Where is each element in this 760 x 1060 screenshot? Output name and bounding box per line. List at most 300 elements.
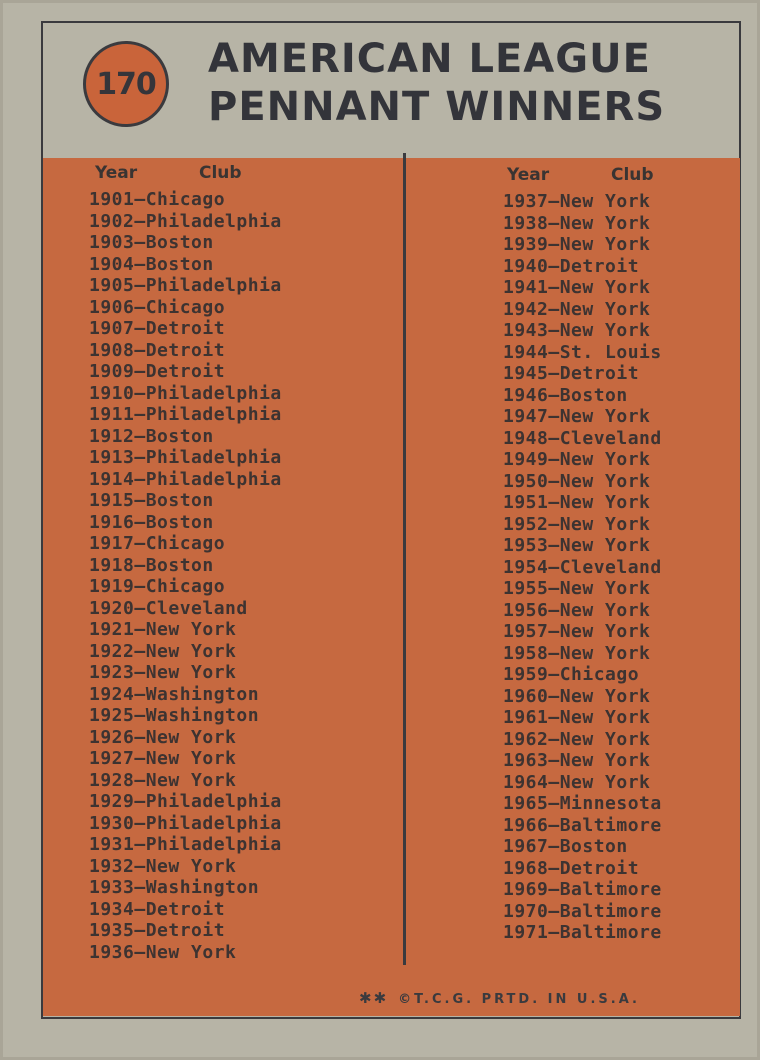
pennant-year: 1924	[89, 683, 135, 705]
dash-separator: —	[548, 427, 560, 449]
pennant-club: Washington	[145, 683, 260, 705]
list-item	[503, 879, 662, 901]
dash-separator: —	[134, 576, 146, 597]
dash-separator: —	[548, 621, 560, 642]
list-item	[89, 189, 282, 211]
pennant-club: New York	[559, 685, 651, 707]
dash-separator: —	[134, 597, 146, 619]
dash-separator: —	[548, 814, 560, 836]
list-item	[89, 297, 282, 319]
pennant-club: Boston	[559, 836, 628, 857]
column-header-right	[503, 165, 662, 191]
list-item	[503, 492, 662, 514]
dash-separator: —	[134, 726, 146, 748]
pennant-club: New York	[559, 513, 651, 535]
list-item	[503, 578, 662, 600]
pennant-club: New York	[559, 298, 651, 320]
dash-separator: —	[548, 535, 560, 556]
list-item	[503, 256, 662, 278]
dash-separator: —	[548, 513, 560, 535]
pennant-club: New York	[145, 619, 237, 640]
list-item	[503, 535, 662, 557]
list-item	[89, 404, 282, 426]
pennant-year: 1902	[89, 210, 135, 232]
pennant-year: 1935	[89, 920, 135, 941]
list-item	[503, 406, 662, 428]
pennant-club: Cleveland	[559, 556, 662, 578]
pennant-year: 1933	[89, 877, 135, 898]
list-item	[503, 471, 662, 493]
pennant-year: 1915	[89, 490, 135, 511]
list-item	[503, 600, 662, 622]
dash-separator: —	[548, 922, 560, 943]
list-item	[89, 447, 282, 469]
list-item	[503, 385, 662, 407]
dash-separator: —	[134, 404, 146, 425]
dash-separator: —	[548, 277, 560, 298]
list-item	[503, 793, 662, 815]
list-item	[89, 899, 282, 921]
list-item	[89, 383, 282, 405]
dash-separator: —	[134, 232, 146, 253]
pennant-year: 1908	[89, 339, 135, 361]
pennant-year: 1970	[503, 900, 549, 922]
pennant-club: New York	[559, 449, 651, 470]
list-item	[503, 858, 662, 880]
pennant-year: 1961	[503, 707, 549, 728]
dash-separator: —	[548, 470, 560, 492]
pennant-club: Baltimore	[559, 922, 662, 943]
list-item	[89, 834, 282, 856]
dash-separator: —	[134, 468, 146, 490]
pennant-year: 1964	[503, 771, 549, 793]
pennant-club: New York	[559, 535, 651, 556]
dash-separator: —	[134, 275, 146, 296]
dash-separator: —	[134, 296, 146, 318]
pennant-club: Philadelphia	[145, 275, 282, 296]
pennant-club: New York	[559, 621, 651, 642]
pennant-club: New York	[145, 662, 237, 683]
dash-separator: —	[134, 554, 146, 576]
pennant-club: Baltimore	[559, 814, 662, 836]
pennant-club: New York	[559, 212, 651, 234]
header-club: Club	[611, 165, 654, 185]
dash-separator: —	[134, 210, 146, 232]
list-item	[503, 557, 662, 579]
list-item	[503, 363, 662, 385]
pennant-club: Cleveland	[145, 597, 248, 619]
list-item	[503, 320, 662, 342]
pennant-year: 1909	[89, 361, 135, 382]
dash-separator: —	[134, 361, 146, 382]
pennant-year: 1913	[89, 447, 135, 468]
dash-separator: —	[134, 533, 146, 554]
list-item	[89, 232, 282, 254]
copyright-text: ©T.C.G. PRTD. IN U.S.A.	[398, 992, 640, 1007]
list-item	[89, 576, 282, 598]
pennant-year: 1931	[89, 834, 135, 855]
list-item	[89, 533, 282, 555]
dash-separator: —	[548, 857, 560, 879]
pennant-year: 1952	[503, 513, 549, 535]
pennant-year: 1904	[89, 253, 135, 275]
list-item	[503, 643, 662, 665]
list-item	[503, 213, 662, 235]
list-item	[89, 684, 282, 706]
list-item	[89, 490, 282, 512]
dash-separator: —	[134, 855, 146, 877]
dash-separator: —	[134, 769, 146, 791]
pennant-year: 1956	[503, 599, 549, 621]
pennant-club: St. Louis	[559, 341, 662, 363]
dash-separator: —	[548, 836, 560, 857]
list-item	[503, 299, 662, 321]
dash-separator: —	[134, 877, 146, 898]
pennant-year: 1918	[89, 554, 135, 576]
pennant-club: New York	[559, 578, 651, 599]
title-line-2: PENNANT WINNERS	[208, 84, 666, 130]
winners-list-right	[503, 191, 662, 944]
pennant-year: 1955	[503, 578, 549, 599]
dash-separator: —	[134, 640, 146, 662]
pennant-year: 1906	[89, 296, 135, 318]
list-item	[503, 836, 662, 858]
dash-separator: —	[134, 812, 146, 834]
list-item	[89, 275, 282, 297]
list-item	[503, 707, 662, 729]
dash-separator: —	[548, 793, 560, 814]
pennant-club: Detroit	[145, 898, 226, 920]
pennant-club: Philadelphia	[145, 834, 282, 855]
pennant-year: 1940	[503, 255, 549, 277]
list-item	[503, 686, 662, 708]
pennant-club: New York	[559, 470, 651, 492]
list-item	[89, 791, 282, 813]
pennant-year: 1957	[503, 621, 549, 642]
pennant-club: Boston	[145, 554, 214, 576]
pennant-year: 1968	[503, 857, 549, 879]
dash-separator: —	[134, 253, 146, 275]
pennant-year: 1958	[503, 642, 549, 664]
dash-separator: —	[548, 255, 560, 277]
pennant-club: Philadelphia	[145, 791, 282, 812]
pennant-year: 1919	[89, 576, 135, 597]
list-item	[89, 555, 282, 577]
dash-separator: —	[548, 298, 560, 320]
pennant-year: 1966	[503, 814, 549, 836]
pennant-club: Philadelphia	[145, 447, 282, 468]
dash-separator: —	[134, 941, 146, 963]
pennant-club: Boston	[145, 425, 214, 447]
pennant-club: New York	[559, 320, 651, 341]
dash-separator: —	[548, 384, 560, 406]
list-item	[89, 920, 282, 942]
pennant-club: New York	[145, 726, 237, 748]
pennant-year: 1938	[503, 212, 549, 234]
dash-separator: —	[134, 511, 146, 533]
dash-separator: —	[548, 750, 560, 771]
list-item	[503, 815, 662, 837]
pennant-club: Detroit	[145, 361, 226, 382]
list-item	[89, 469, 282, 491]
dash-separator: —	[548, 879, 560, 900]
pennant-year: 1934	[89, 898, 135, 920]
card-title	[208, 35, 665, 131]
header-year: Year	[507, 165, 550, 185]
pennant-club: Baltimore	[559, 879, 662, 900]
pennant-year: 1932	[89, 855, 135, 877]
dash-separator: —	[134, 662, 146, 683]
pennant-year: 1946	[503, 384, 549, 406]
winners-column-right	[503, 165, 662, 944]
pennant-club: Detroit	[145, 318, 226, 339]
column-header-left	[89, 163, 282, 189]
dash-separator: —	[134, 447, 146, 468]
dash-separator: —	[548, 707, 560, 728]
pennant-year: 1929	[89, 791, 135, 812]
list-item	[89, 705, 282, 727]
pennant-year: 1947	[503, 406, 549, 427]
pennant-club: Detroit	[145, 339, 226, 361]
dash-separator: —	[548, 191, 560, 212]
pennant-year: 1959	[503, 664, 549, 685]
pennant-year: 1962	[503, 728, 549, 750]
dash-separator: —	[548, 449, 560, 470]
pennant-year: 1969	[503, 879, 549, 900]
pennant-year: 1928	[89, 769, 135, 791]
list-item	[89, 641, 282, 663]
list-item	[89, 340, 282, 362]
list-item	[503, 191, 662, 213]
header-year: Year	[95, 163, 138, 183]
dash-separator: —	[134, 425, 146, 447]
card-number: 170	[96, 66, 156, 102]
list-item	[503, 428, 662, 450]
list-item	[89, 598, 282, 620]
dash-separator: —	[134, 619, 146, 640]
pennant-year: 1903	[89, 232, 135, 253]
pennant-club: Philadelphia	[145, 210, 282, 232]
pennant-club: Boston	[559, 384, 628, 406]
list-item	[89, 856, 282, 878]
pennant-club: Detroit	[559, 857, 640, 879]
pennant-year: 1953	[503, 535, 549, 556]
dash-separator: —	[134, 318, 146, 339]
pennant-club: New York	[145, 640, 237, 662]
pennant-club: New York	[145, 748, 237, 769]
dash-separator: —	[548, 642, 560, 664]
pennant-year: 1914	[89, 468, 135, 490]
dash-separator: —	[548, 685, 560, 707]
pennant-year: 1905	[89, 275, 135, 296]
pennant-year: 1936	[89, 941, 135, 963]
dash-separator: —	[134, 189, 146, 210]
list-item	[89, 813, 282, 835]
list-item	[503, 342, 662, 364]
pennant-club: Cleveland	[559, 427, 662, 449]
pennant-year: 1910	[89, 382, 135, 404]
pennant-year: 1923	[89, 662, 135, 683]
pennant-club: New York	[559, 277, 651, 298]
pennant-year: 1939	[503, 234, 549, 255]
pennant-club: Chicago	[145, 533, 226, 554]
pennant-club: Detroit	[559, 255, 640, 277]
pennant-club: New York	[559, 234, 651, 255]
dash-separator: —	[548, 578, 560, 599]
pennant-year: 1912	[89, 425, 135, 447]
pennant-year: 1920	[89, 597, 135, 619]
pennant-year: 1965	[503, 793, 549, 814]
dash-separator: —	[134, 791, 146, 812]
pennant-club: New York	[559, 750, 651, 771]
pennant-year: 1926	[89, 726, 135, 748]
pennant-club: Detroit	[559, 363, 640, 384]
pennant-year: 1963	[503, 750, 549, 771]
pennant-year: 1950	[503, 470, 549, 492]
pennant-club: New York	[559, 642, 651, 664]
list-item	[89, 877, 282, 899]
dash-separator: —	[548, 363, 560, 384]
dash-separator: —	[134, 490, 146, 511]
pennant-club: New York	[145, 769, 237, 791]
list-item	[89, 662, 282, 684]
pennant-year: 1942	[503, 298, 549, 320]
dash-separator: —	[548, 320, 560, 341]
title-line-1: AMERICAN LEAGUE	[208, 36, 651, 82]
header-club: Club	[199, 163, 242, 183]
pennant-year: 1916	[89, 511, 135, 533]
pennant-year: 1945	[503, 363, 549, 384]
winners-list-left	[89, 189, 282, 963]
pennant-year: 1943	[503, 320, 549, 341]
pennant-club: New York	[145, 855, 237, 877]
list-item	[89, 426, 282, 448]
pennant-club: Chicago	[145, 189, 226, 210]
dash-separator: —	[134, 834, 146, 855]
pennant-club: New York	[559, 707, 651, 728]
pennant-year: 1917	[89, 533, 135, 554]
dash-separator: —	[548, 492, 560, 513]
pennant-club: Boston	[145, 511, 214, 533]
dash-separator: —	[548, 771, 560, 793]
pennant-year: 1937	[503, 191, 549, 212]
list-item	[503, 901, 662, 923]
pennant-club: New York	[559, 599, 651, 621]
dash-separator: —	[548, 900, 560, 922]
pennant-year: 1948	[503, 427, 549, 449]
dash-separator: —	[134, 920, 146, 941]
pennant-club: Boston	[145, 232, 214, 253]
list-item	[89, 361, 282, 383]
pennant-year: 1951	[503, 492, 549, 513]
pennant-club: Chicago	[145, 576, 226, 597]
pennant-club: New York	[559, 728, 651, 750]
pennant-club: New York	[145, 941, 237, 963]
dash-separator: —	[548, 341, 560, 363]
list-item	[503, 750, 662, 772]
pennant-club: Philadelphia	[145, 468, 282, 490]
list-item	[503, 234, 662, 256]
dash-separator: —	[134, 748, 146, 769]
list-item	[89, 211, 282, 233]
dash-separator: —	[134, 382, 146, 404]
pennant-year: 1911	[89, 404, 135, 425]
list-item	[89, 748, 282, 770]
list-item	[503, 514, 662, 536]
pennant-year: 1960	[503, 685, 549, 707]
dash-separator: —	[134, 339, 146, 361]
copyright-footer	[359, 989, 640, 1007]
pennant-year: 1927	[89, 748, 135, 769]
dash-separator: —	[134, 683, 146, 705]
pennant-year: 1921	[89, 619, 135, 640]
pennant-year: 1922	[89, 640, 135, 662]
pennant-club: New York	[559, 492, 651, 513]
dash-separator: —	[548, 212, 560, 234]
pennant-year: 1901	[89, 189, 135, 210]
pennant-club: Boston	[145, 253, 214, 275]
pennant-year: 1925	[89, 705, 135, 726]
list-item	[503, 772, 662, 794]
pennant-club: Philadelphia	[145, 404, 282, 425]
pennant-year: 1907	[89, 318, 135, 339]
star-icon: ✱✱	[359, 989, 389, 1007]
column-divider	[403, 153, 406, 965]
list-item	[503, 664, 662, 686]
list-item	[503, 922, 662, 944]
pennant-year: 1954	[503, 556, 549, 578]
pennant-club: Philadelphia	[145, 812, 282, 834]
list-item	[89, 942, 282, 964]
list-item	[89, 512, 282, 534]
pennant-year: 1930	[89, 812, 135, 834]
pennant-club: Philadelphia	[145, 382, 282, 404]
pennant-club: Minnesota	[559, 793, 662, 814]
pennant-club: New York	[559, 771, 651, 793]
dash-separator: —	[548, 728, 560, 750]
dash-separator: —	[548, 406, 560, 427]
pennant-club: New York	[559, 191, 651, 212]
pennant-year: 1944	[503, 341, 549, 363]
pennant-year: 1971	[503, 922, 549, 943]
pennant-club: Washington	[145, 705, 260, 726]
list-item	[503, 729, 662, 751]
pennant-club: Boston	[145, 490, 214, 511]
pennant-club: Washington	[145, 877, 260, 898]
dash-separator: —	[548, 664, 560, 685]
dash-separator: —	[548, 599, 560, 621]
list-item	[89, 727, 282, 749]
pennant-year: 1941	[503, 277, 549, 298]
pennant-club: Chicago	[145, 296, 226, 318]
pennant-year: 1967	[503, 836, 549, 857]
dash-separator: —	[134, 898, 146, 920]
dash-separator: —	[548, 234, 560, 255]
list-item	[89, 619, 282, 641]
dash-separator: —	[134, 705, 146, 726]
list-item	[503, 449, 662, 471]
list-item	[89, 318, 282, 340]
pennant-year: 1949	[503, 449, 549, 470]
pennant-club: New York	[559, 406, 651, 427]
pennant-club: Baltimore	[559, 900, 662, 922]
list-item	[503, 621, 662, 643]
dash-separator: —	[548, 556, 560, 578]
card-number-badge	[83, 41, 169, 127]
list-item	[89, 254, 282, 276]
pennant-club: Chicago	[559, 664, 640, 685]
pennant-club: Detroit	[145, 920, 226, 941]
